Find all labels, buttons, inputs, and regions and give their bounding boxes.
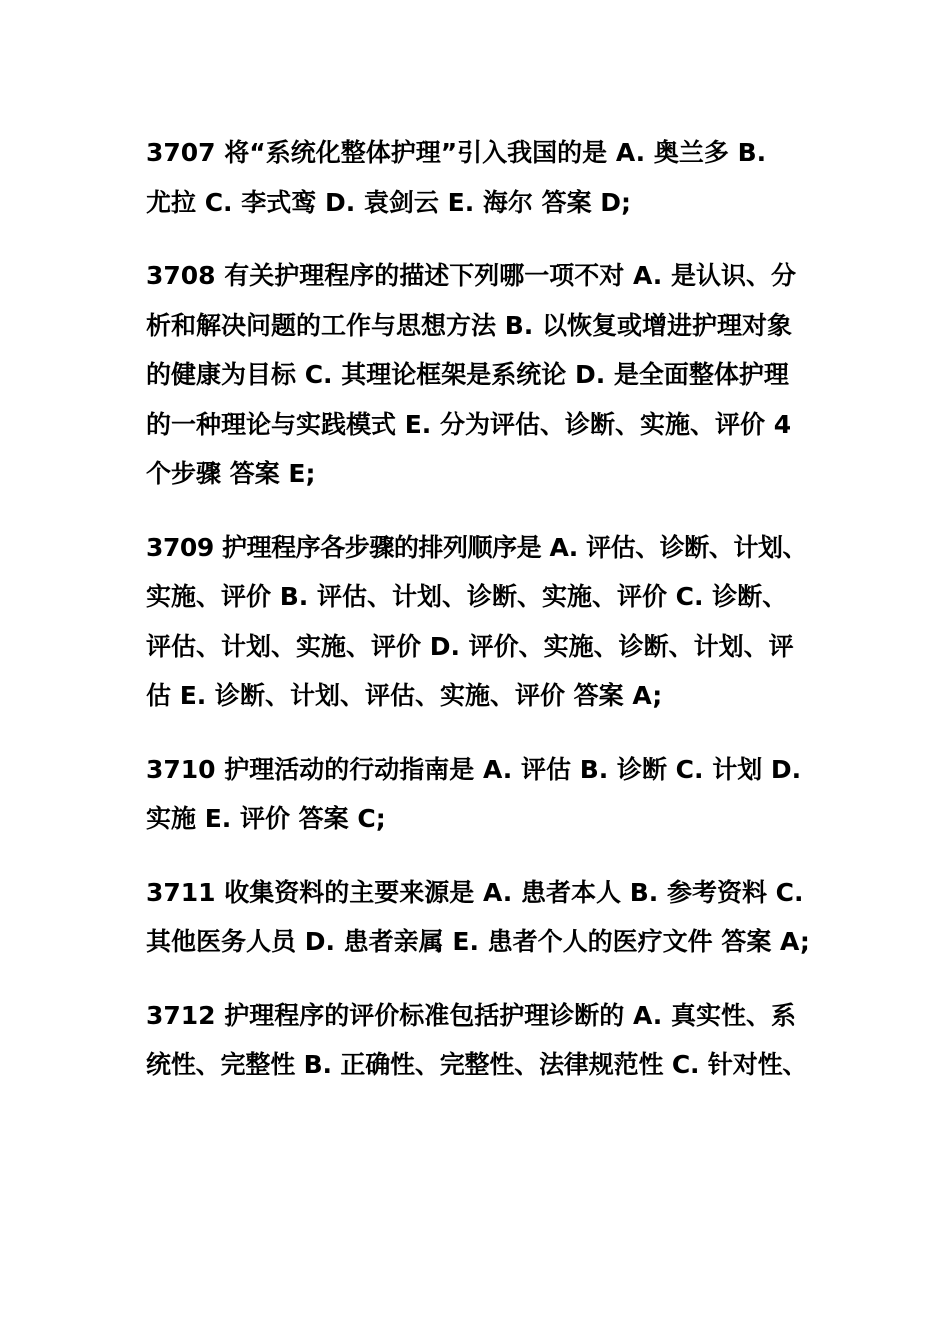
question-3712 <box>146 991 810 1090</box>
question-line: 估 E. 诊断、计划、评估、实施、评价 答案 A; <box>146 681 663 710</box>
question-line: 3707 将“系统化整体护理”引入我国的是 A. 奥兰多 B. <box>146 138 767 167</box>
question-line: 3708 有关护理程序的描述下列哪一项不对 A. 是认识、分 <box>146 261 797 290</box>
question-line: 实施 E. 评价 答案 C; <box>146 804 386 833</box>
question-line: 实施、评价 B. 评估、计划、诊断、实施、评价 C. 诊断、 <box>146 582 788 611</box>
question-line: 统性、完整性 B. 正确性、完整性、法律规范性 C. 针对性、 <box>146 1050 808 1079</box>
question-line: 的健康为目标 C. 其理论框架是系统论 D. 是全面整体护理 <box>146 360 789 389</box>
question-line: 的一种理论与实践模式 E. 分为评估、诊断、实施、评价 4 <box>146 409 792 439</box>
question-3709 <box>146 523 810 721</box>
question-3710 <box>146 745 810 844</box>
question-line: 尤拉 C. 李式鸾 D. 袁剑云 E. 海尔 答案 D; <box>146 187 632 217</box>
question-3707 <box>146 128 810 227</box>
question-line: 3709 护理程序各步骤的排列顺序是 A. 评估、诊断、计划、 <box>146 532 808 562</box>
question-line: 析和解决问题的工作与思想方法 B. 以恢复或增进护理对象 <box>146 310 792 340</box>
question-line: 3712 护理程序的评价标准包括护理诊断的 A. 真实性、系 <box>146 1000 797 1030</box>
document-body <box>146 128 810 1114</box>
question-3711 <box>146 868 810 967</box>
question-line: 其他医务人员 D. 患者亲属 E. 患者个人的医疗文件 答案 A; <box>146 927 810 956</box>
question-line: 评估、计划、实施、评价 D. 评价、实施、诊断、计划、评 <box>146 631 794 661</box>
question-line: 3711 收集资料的主要来源是 A. 患者本人 B. 参考资料 C. <box>146 877 804 907</box>
question-line: 3710 护理活动的行动指南是 A. 评估 B. 诊断 C. 计划 D. <box>146 754 802 784</box>
question-line: 个步骤 答案 E; <box>146 459 316 488</box>
question-3708 <box>146 251 810 499</box>
